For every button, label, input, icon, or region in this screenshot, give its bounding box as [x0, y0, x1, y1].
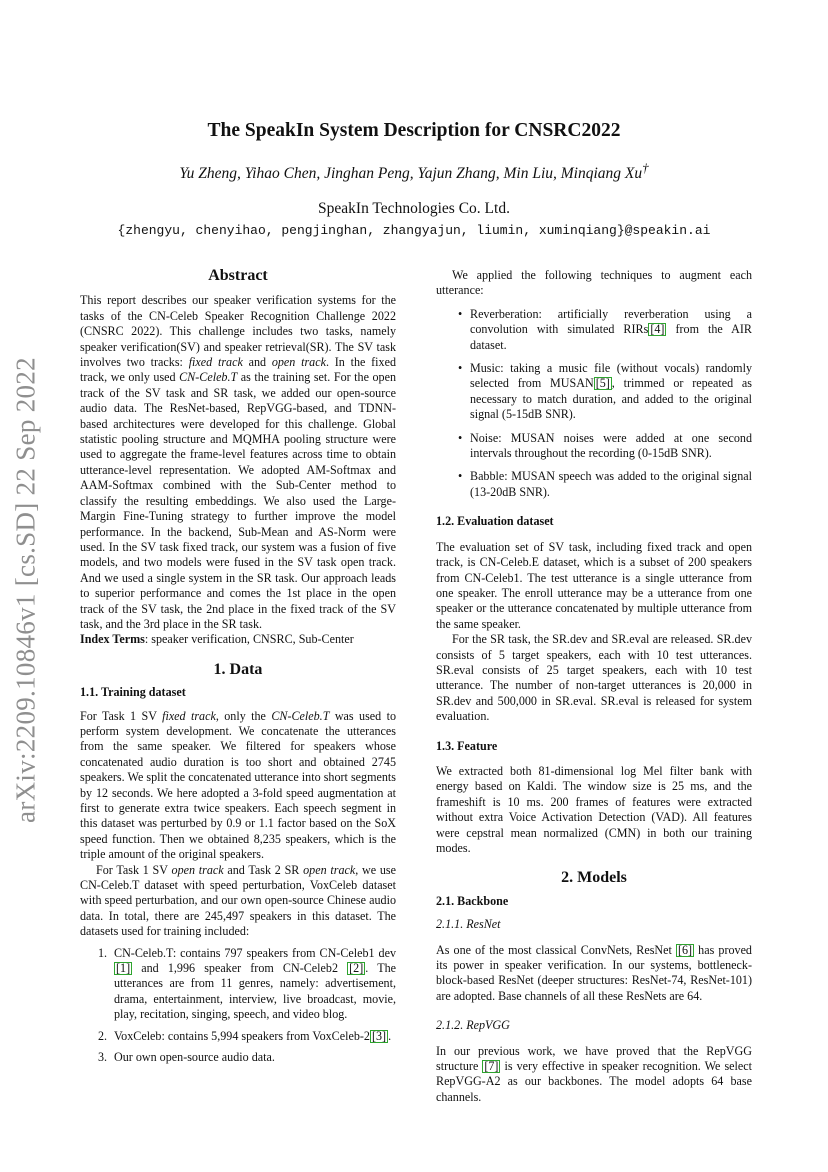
- arxiv-stamp-text: arXiv:2209.10846v1 [cs.SD] 22 Sep 2022: [10, 357, 41, 823]
- list-item: [436, 361, 752, 423]
- affiliation: SpeakIn Technologies Co. Ltd.: [318, 200, 510, 217]
- abstract-text: [80, 293, 396, 632]
- list-text: Reverberation: artificially reverberation using a convolution with simulated RIRs: [470, 306, 752, 337]
- bullet-icon: •: [458, 306, 463, 321]
- abstract-heading: Abstract: [208, 267, 268, 284]
- abstract-text-part: as the training set. For the open track of the SV task and SR task, we added our open-source audio data. The ResNet-based, RepVGG-based, and TDNN-based architectures were developed for this challenge. Global statistic pooling structure and MQMHA pooling structure were used to aggregate the frame-level features across time to obtain utterance-level representation. We adopted AM-Softmax and AAM-Softmax combined with the Sub-Center method to classify the resulting embeddings. We also used the Large-Margin Fine-Tuning strategy to further improve the model performance. In the backend, Sub-Mean and AS-Norm were used. In the SV task fixed track, our system was a fusion of five models, and two models were fused in the SV task open track. And we used a single system in the SR task. Our approach leads to superior performance and comes the 1st place in the open track of the SV task, the 2nd place in the fixed track of the SV task, and the 3rd place in the SR task.: [80, 370, 396, 631]
- list-number: 1.: [98, 945, 108, 960]
- paragraph-text-part: and Task 2 SR: [223, 862, 304, 877]
- index-terms: [80, 632, 396, 647]
- section-models-heading: 2. Models: [561, 869, 627, 887]
- subsection-evaluation-dataset-heading: 1.2. Evaluation dataset: [436, 514, 554, 529]
- citation-link[interactable]: [6]: [677, 942, 693, 957]
- augmentation-intro: We applied the following techniques to augment each utterance:: [436, 268, 752, 298]
- list-item: [436, 431, 752, 462]
- citation-link[interactable]: [2]: [349, 961, 364, 976]
- list-text: , trimmed or repeated as necessary to match duration, and added to the original signal (5-15dB SNR).: [470, 376, 752, 422]
- paragraph-text-part: was used to perform system development. We concatenate the utterances from the same speaker. We filtered for speakers whose concatenated audio duration is too short and obtained 2745 speakers. We split the concatenated utterance into short segments by 12 seconds. We here adopted a 3-fold speed augmentation at first to generate extra twice speakers. Each speech segment in this dataset was perturbed by 0.9 or 1.1 factor based on the SoX speed function. Then we obtained 8,235 speakers, which is the triple amount of the original speakers.: [80, 708, 396, 862]
- abstract-emphasis: fixed track: [188, 355, 243, 370]
- paragraph-text-part: , we use CN-Celeb.T dataset with speed perturbation, VoxCeleb dataset with speed perturbation, and our own open-source Chinese audio data. In total, there are 245,497 speakers in this dataset. The datasets used for training included:: [80, 862, 396, 939]
- list-text: . The utterances are from 11 genres, namely: advertisement, drama, entertainment, interview, live broadcast, movie, play, recitation, singing, speech, and video blog.: [114, 961, 396, 1022]
- list-number: 3.: [98, 1050, 108, 1065]
- list-item: [436, 307, 752, 353]
- paragraph-text-part: As one of the most classical ConvNets, ResNet: [436, 942, 676, 957]
- list-text: and 1,996 speaker from CN-Celeb2: [132, 961, 348, 976]
- abstract-emphasis: open track: [271, 355, 326, 370]
- author-list: [0, 160, 828, 183]
- paragraph-text-part: is very effective in speaker recognition. We select RepVGG-A2 as our backbones. The model adopts 64 base channels.: [436, 1059, 752, 1104]
- paragraph-emphasis: open track: [303, 862, 356, 877]
- list-text: Our own open-source audio data.: [114, 1050, 275, 1065]
- bullet-icon: •: [458, 361, 463, 376]
- list-item: [80, 946, 396, 1023]
- subsection-training-dataset-heading: 1.1. Training dataset: [80, 685, 186, 700]
- arxiv-stamp: [4, 340, 48, 840]
- list-item: [80, 1050, 396, 1065]
- paper-title: The SpeakIn System Description for CNSRC2022: [207, 120, 621, 141]
- index-terms-label: Index Terms: [80, 632, 145, 647]
- citation-link[interactable]: [1]: [116, 961, 131, 976]
- list-item: [80, 1029, 396, 1044]
- list-text: Noise: MUSAN noises were added at one second intervals throughout the recording (0-15dB SNR).: [470, 430, 752, 461]
- augmentation-list: [436, 307, 752, 500]
- subsubsection-repvgg-heading: 2.1.2. RepVGG: [436, 1018, 510, 1033]
- index-terms-text: : speaker verification, CNSRC, Sub-Center: [144, 632, 354, 647]
- evaluation-paragraph: The evaluation set of SV task, including fixed track and open track, is CN-Celeb.E dataset, which is a subset of 200 speakers from CN-Celeb1. The test utterance is a single utterance from one speaker. The enroll utterance may be a utterance from one speaker or the utterance concatenated by multiple utterance from the same speaker.: [436, 539, 752, 631]
- left-column: [80, 268, 396, 1066]
- resnet-paragraph: [436, 943, 752, 1005]
- subsection-backbone-heading: 2.1. Backbone: [436, 893, 509, 908]
- citation-link[interactable]: [5]: [595, 376, 610, 391]
- paragraph-emphasis: open track: [171, 862, 224, 877]
- list-text: Babble: MUSAN speech was added to the original signal (13-20dB SNR).: [470, 469, 752, 499]
- subsection-feature-heading: 1.3. Feature: [436, 738, 498, 753]
- author-names: Yu Zheng, Yihao Chen, Jinghan Peng, Yajun Zhang, Min Liu, Minqiang Xu: [179, 165, 643, 183]
- abstract-text-part: This report describes our speaker verification systems for the tasks of the CN-Celeb Speaker Recognition Challenge 2022 (CNSRC 2022). This challenge includes two tasks, namely speaker verification(SV) and speaker retrieval(SR). The SV task involves two tracks:: [80, 293, 396, 370]
- paragraph-text-part: For Task 1 SV: [96, 862, 172, 877]
- open-track-paragraph: [80, 863, 396, 940]
- author-emails: {zhengyu, chenyihao, pengjinghan, zhangyajun, liumin, xuminqiang}@speakin.ai: [117, 223, 711, 238]
- abstract-text-part: . In the fixed track, we only used: [80, 355, 397, 385]
- list-text: from the AIR dataset.: [470, 322, 752, 352]
- feature-paragraph: We extracted both 81-dimensional log Mel filter bank with energy based on Kaldi. The window size is 25 ms, and the frameshift is 10 ms. 200 frames of features were extracted without extra Voice Activation Detection (VAD). All features were cepstral mean normalized (CMN) in both our training modes.: [436, 763, 752, 855]
- paragraph-text-part: has proved its power in speaker verification. In our systems, bottleneck-block-based ResNet (deeper structures: ResNet-74, ResNet-101) are adopted. Base channels of all these ResNets are 64.: [436, 942, 752, 1003]
- paragraph-text-part: , only the: [215, 708, 272, 723]
- abstract-emphasis: CN-Celeb.T: [179, 370, 238, 385]
- paragraph-text-part: For Task 1 SV: [80, 708, 163, 723]
- citation-link[interactable]: [3]: [371, 1028, 387, 1043]
- paragraph-emphasis: fixed track: [162, 708, 216, 723]
- list-item: [436, 469, 752, 500]
- list-text: VoxCeleb: contains 5,994 speakers from VoxCeleb-2: [114, 1028, 370, 1043]
- repvgg-paragraph: [436, 1044, 752, 1106]
- list-text: Music: taking a music file (without vocals) randomly selected from MUSAN: [470, 361, 752, 391]
- paragraph-text-part: In our previous work, we have proved that the RepVGG structure: [436, 1043, 752, 1074]
- sr-task-paragraph: For the SR task, the SR.dev and SR.eval are released. SR.dev consists of 5 target speakers, each with 10 test utterances. SR.eval consists of 25 target speakers, each with 10 test utterance. The number of non-target utterances is 20,000 in SR.dev and 500,000 in SR.eval. SR.eval is released for system evaluation.: [436, 632, 752, 724]
- section-data-heading: 1. Data: [213, 660, 263, 678]
- citation-link[interactable]: [4]: [650, 322, 665, 337]
- citation-link[interactable]: [7]: [484, 1059, 499, 1074]
- bullet-icon: •: [458, 430, 463, 445]
- list-number: 2.: [98, 1028, 108, 1043]
- training-datasets-list: [80, 946, 396, 1066]
- author-footnote-mark: †: [642, 160, 649, 175]
- training-dataset-paragraph: [80, 709, 396, 863]
- bullet-icon: •: [458, 469, 463, 484]
- list-text: CN-Celeb.T: contains 797 speakers from CN-Celeb1 dev: [114, 945, 396, 960]
- right-column: [436, 268, 752, 1105]
- paragraph-emphasis: CN-Celeb.T: [271, 708, 330, 723]
- list-text: .: [388, 1028, 392, 1043]
- abstract-text-part: and: [242, 355, 272, 370]
- subsubsection-resnet-heading: 2.1.1. ResNet: [436, 917, 501, 932]
